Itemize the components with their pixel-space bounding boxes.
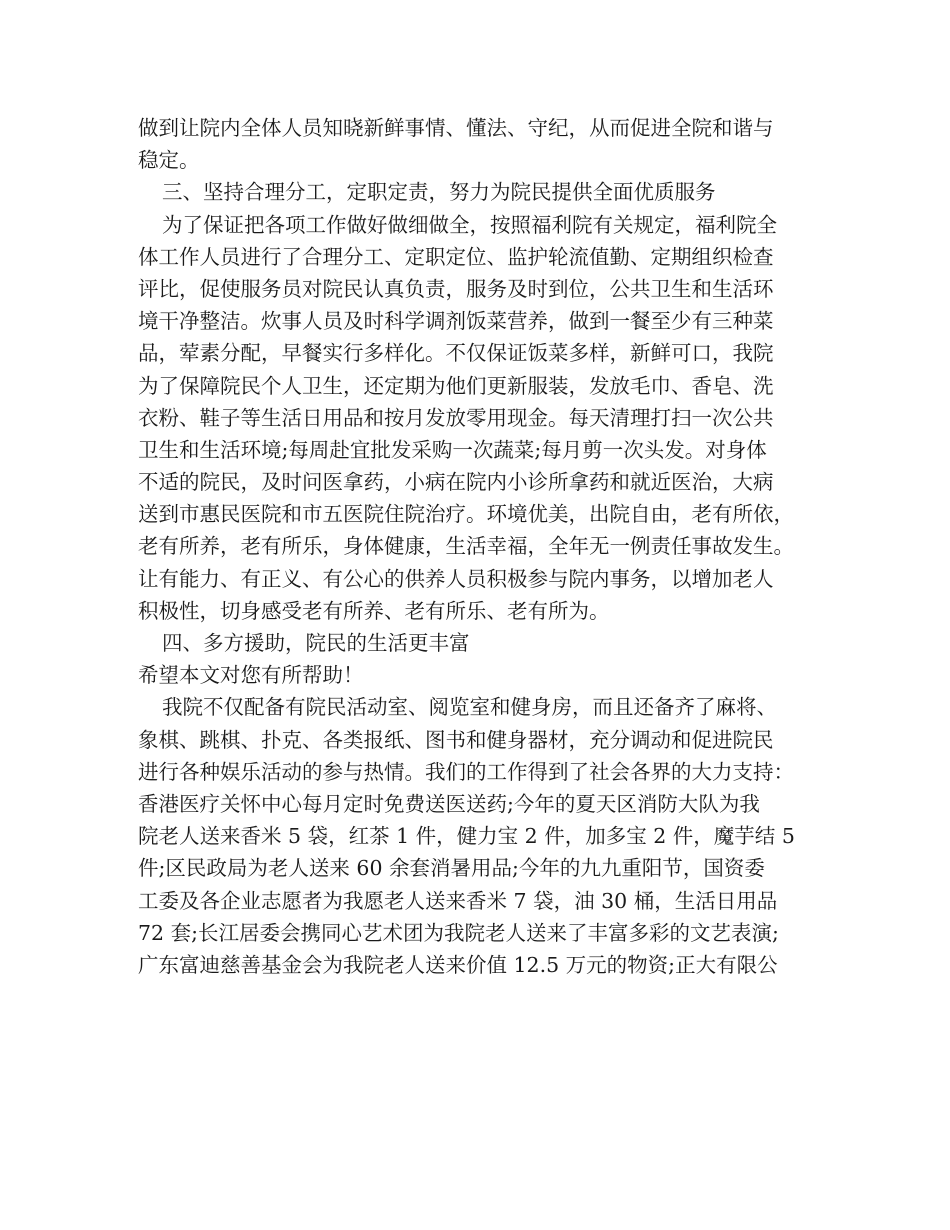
text-line: 衣粉、鞋子等生活日用品和按月发放零用现金。每天清理打扫一次公共 bbox=[138, 405, 774, 430]
text-line: 件;区民政局为老人送来 60 余套消暑用品;今年的九九重阳节，国资委 bbox=[138, 856, 765, 881]
text-line: 老有所养，老有所乐，身体健康，生活幸福，全年无一例责任事故发生。 bbox=[138, 534, 794, 559]
text-line: 送到市惠民医院和市五医院住院治疗。环境优美，出院自由，老有所依， bbox=[138, 502, 794, 527]
text-line: 让有能力、有正义、有公心的供养人员积极参与院内事务，以增加老人 bbox=[138, 566, 774, 591]
text-line: 卫生和生活环境;每周赴宜批发采购一次蔬菜;每月剪一次头发。对身体 bbox=[138, 437, 767, 462]
text-line: 做到让院内全体人员知晓新鲜事情、懂法、守纪，从而促进全院和谐与 bbox=[138, 116, 774, 140]
text-line: 不适的院民，及时问医拿药，小病在院内小诊所拿药和就近医治，大病 bbox=[138, 470, 774, 495]
text-line: 积极性，切身感受老有所养、老有所乐、老有所为。 bbox=[138, 598, 610, 623]
text-line: 评比，促使服务员对院民认真负责，服务及时到位，公共卫生和生活环 bbox=[138, 276, 774, 301]
text-line: 品，荤素分配，早餐实行多样化。不仅保证饭菜多样，新鲜可口，我院 bbox=[138, 341, 774, 366]
text-line: 为了保障院民个人卫生，还定期为他们更新服装，发放毛巾、香皂、洗 bbox=[138, 373, 774, 398]
text-line: 为了保证把各项工作做好做细做全，按照福利院有关规定，福利院全 bbox=[162, 212, 777, 237]
text-line: 我院不仅配备有院民活动室、阅览室和健身房，而且还备齐了麻将、 bbox=[162, 695, 777, 720]
text-line: 广东富迪慈善基金会为我院老人送来价值 12.5 万元的物资;正大有限公 bbox=[138, 952, 778, 977]
text-line: 希望本文对您有所帮助！ bbox=[138, 663, 364, 688]
text-line: 香港医疗关怀中心每月定时免费送医送药;今年的夏天区消防大队为我 bbox=[138, 791, 760, 816]
text-line: 象棋、跳棋、扑克、各类报纸、图书和健身器材，充分调动和促进院民 bbox=[138, 727, 774, 752]
text-line: 院老人送来香米 5 袋，红茶 1 件，健力宝 2 件，加多宝 2 件，魔芋结 5 bbox=[138, 824, 795, 849]
text-line: 体工作人员进行了合理分工、定职定位、监护轮流值勤、定期组织检查 bbox=[138, 244, 774, 269]
text-line: 三、坚持合理分工，定职定责，努力为院民提供全面优质服务 bbox=[162, 180, 716, 205]
text-line: 进行各种娱乐活动的参与热情。我们的工作得到了社会各界的大力支持： bbox=[138, 759, 794, 784]
text-line: 四、多方援助，院民的生活更丰富 bbox=[162, 631, 470, 655]
text-line: 工委及各企业志愿者为我愿老人送来香米 7 袋，油 30 桶，生活日用品 bbox=[138, 888, 778, 913]
text-line: 境干净整洁。炊事人员及时科学调剂饭菜营养，做到一餐至少有三种菜 bbox=[138, 309, 774, 334]
document-body bbox=[138, 112, 828, 981]
text-line: 72 套;长江居委会携同心艺术团为我院老人送来了丰富多彩的文艺表演; bbox=[138, 920, 779, 945]
text-line: 稳定。 bbox=[138, 148, 200, 173]
